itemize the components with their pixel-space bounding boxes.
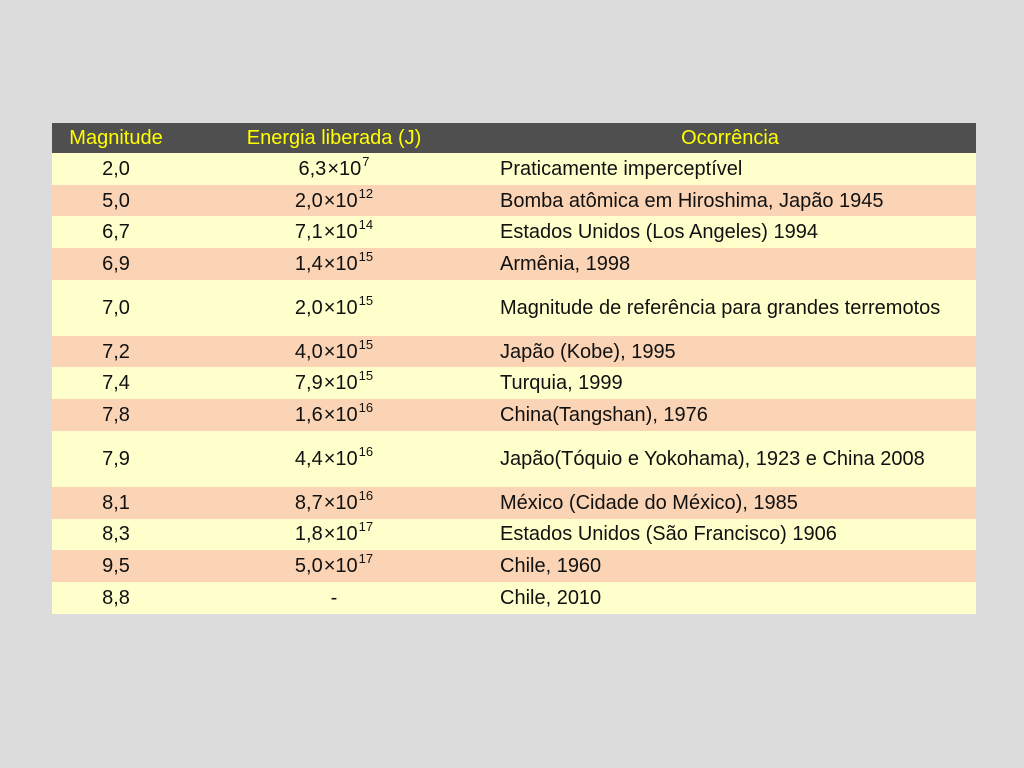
energia-exponent: 17 — [358, 519, 374, 535]
ocorrencia-cell — [484, 582, 976, 614]
energia-cell — [180, 582, 484, 614]
ocorrencia-text: Estados Unidos (Los Angeles) 1994 — [500, 221, 818, 244]
table-row — [52, 399, 976, 431]
energia-mantissa: 4,4 — [294, 447, 323, 470]
magnitude-cell: 8,1 — [102, 491, 130, 514]
ocorrencia-cell — [484, 185, 976, 217]
table-body — [52, 153, 976, 614]
energia-mantissa: 7,9 — [294, 372, 323, 395]
energia-mantissa: 2,0 — [294, 296, 323, 319]
energia-times: ×10 — [323, 372, 358, 395]
energia-cell — [180, 431, 484, 487]
energia-cell — [180, 367, 484, 399]
table-row — [52, 336, 976, 368]
energia-times: ×10 — [323, 296, 358, 319]
magnitude-cell: 5,0 — [102, 189, 130, 212]
energia-mantissa: 1,6 — [294, 403, 323, 426]
magnitude-cell: 9,5 — [102, 555, 130, 578]
magnitude-cell: 7,9 — [102, 447, 130, 470]
energia-cell — [180, 216, 484, 248]
table-row — [52, 280, 976, 336]
energia-exponent: 7 — [362, 153, 370, 169]
table-row — [52, 487, 976, 519]
ocorrencia-cell — [484, 519, 976, 551]
header-magnitude: Magnitude — [69, 127, 163, 149]
energia-exponent: 14 — [358, 217, 374, 233]
energia-times: ×10 — [327, 157, 362, 180]
magnitude-cell: 7,0 — [102, 296, 130, 319]
ocorrencia-cell — [484, 399, 976, 431]
energia-exponent: 15 — [358, 292, 374, 308]
table-row — [52, 519, 976, 551]
energia-exponent: 12 — [358, 185, 374, 201]
table-row — [52, 248, 976, 280]
magnitude-cell: 8,3 — [102, 523, 130, 546]
table-header-row — [52, 123, 976, 153]
energia-exponent: 16 — [358, 487, 374, 503]
table-row — [52, 582, 976, 614]
energia-cell — [180, 248, 484, 280]
energia-mantissa: 1,8 — [294, 523, 323, 546]
ocorrencia-text: Chile, 1960 — [500, 555, 602, 578]
energia-cell — [180, 399, 484, 431]
table-row — [52, 367, 976, 399]
magnitude-cell: 6,7 — [102, 221, 130, 244]
ocorrencia-cell — [484, 487, 976, 519]
energia-cell — [180, 336, 484, 368]
energia-exponent: 15 — [358, 336, 374, 352]
ocorrencia-text: Turquia, 1999 — [500, 372, 623, 395]
table-row — [52, 550, 976, 582]
energia-times: ×10 — [323, 403, 358, 426]
ocorrencia-cell — [484, 216, 976, 248]
energia-exponent: 17 — [358, 551, 374, 567]
magnitude-cell: 7,8 — [102, 403, 130, 426]
energia-exponent: 15 — [358, 368, 374, 384]
ocorrencia-cell — [484, 280, 976, 336]
ocorrencia-cell — [484, 248, 976, 280]
earthquake-energy-table — [52, 123, 976, 614]
magnitude-cell: 2,0 — [102, 157, 130, 180]
ocorrencia-text: Armênia, 1998 — [500, 252, 631, 275]
energia-exponent: 16 — [358, 443, 374, 459]
ocorrencia-text: Praticamente imperceptível — [500, 157, 743, 180]
ocorrencia-cell — [484, 336, 976, 368]
energia-times: ×10 — [323, 447, 358, 470]
energia-cell — [180, 280, 484, 336]
energia-exponent: 16 — [358, 399, 374, 415]
energia-cell — [180, 153, 484, 185]
energia-cell — [180, 550, 484, 582]
table-row — [52, 153, 976, 185]
energia-times: ×10 — [323, 555, 358, 578]
energia-cell — [180, 487, 484, 519]
ocorrencia-text: Bomba atômica em Hiroshima, Japão 1945 — [500, 189, 884, 212]
energia-times: ×10 — [323, 221, 358, 244]
energia-mantissa: 8,7 — [294, 491, 323, 514]
ocorrencia-text: Japão (Kobe), 1995 — [500, 340, 676, 363]
ocorrencia-text: Estados Unidos (São Francisco) 1906 — [500, 523, 837, 546]
energia-mantissa: 7,1 — [294, 221, 323, 244]
ocorrencia-text: Japão(Tóquio e Yokohama), 1923 e China 2008 — [500, 447, 925, 470]
energia-times: ×10 — [323, 340, 358, 363]
energia-mantissa: 1,4 — [294, 252, 323, 275]
energia-mantissa: 6,3 — [298, 157, 327, 180]
magnitude-cell: 6,9 — [102, 252, 130, 275]
ocorrencia-cell — [484, 431, 976, 487]
ocorrencia-text: México (Cidade do México), 1985 — [500, 491, 798, 514]
header-energia: Energia liberada (J) — [246, 127, 422, 149]
energia-mantissa: 4,0 — [294, 340, 323, 363]
energia-times: ×10 — [323, 189, 358, 212]
energia-mantissa: 5,0 — [294, 555, 323, 578]
energia-mantissa: 2,0 — [294, 189, 323, 212]
table-row — [52, 216, 976, 248]
ocorrencia-cell — [484, 367, 976, 399]
energia-cell — [180, 185, 484, 217]
ocorrencia-text: Magnitude de referência para grandes terremotos — [500, 296, 941, 319]
ocorrencia-cell — [484, 153, 976, 185]
table-row — [52, 185, 976, 217]
magnitude-cell: 7,2 — [102, 340, 130, 363]
ocorrencia-cell — [484, 550, 976, 582]
magnitude-cell: 8,8 — [102, 586, 130, 609]
energia-times: - — [330, 586, 338, 609]
energia-times: ×10 — [323, 491, 358, 514]
ocorrencia-text: China(Tangshan), 1976 — [500, 403, 708, 426]
table-row — [52, 431, 976, 487]
header-ocorrencia: Ocorrência — [681, 127, 779, 149]
energia-cell — [180, 519, 484, 551]
energia-times: ×10 — [323, 252, 358, 275]
ocorrencia-text: Chile, 2010 — [500, 586, 602, 609]
magnitude-cell: 7,4 — [102, 372, 130, 395]
energia-exponent: 15 — [358, 248, 374, 264]
energia-times: ×10 — [323, 523, 358, 546]
